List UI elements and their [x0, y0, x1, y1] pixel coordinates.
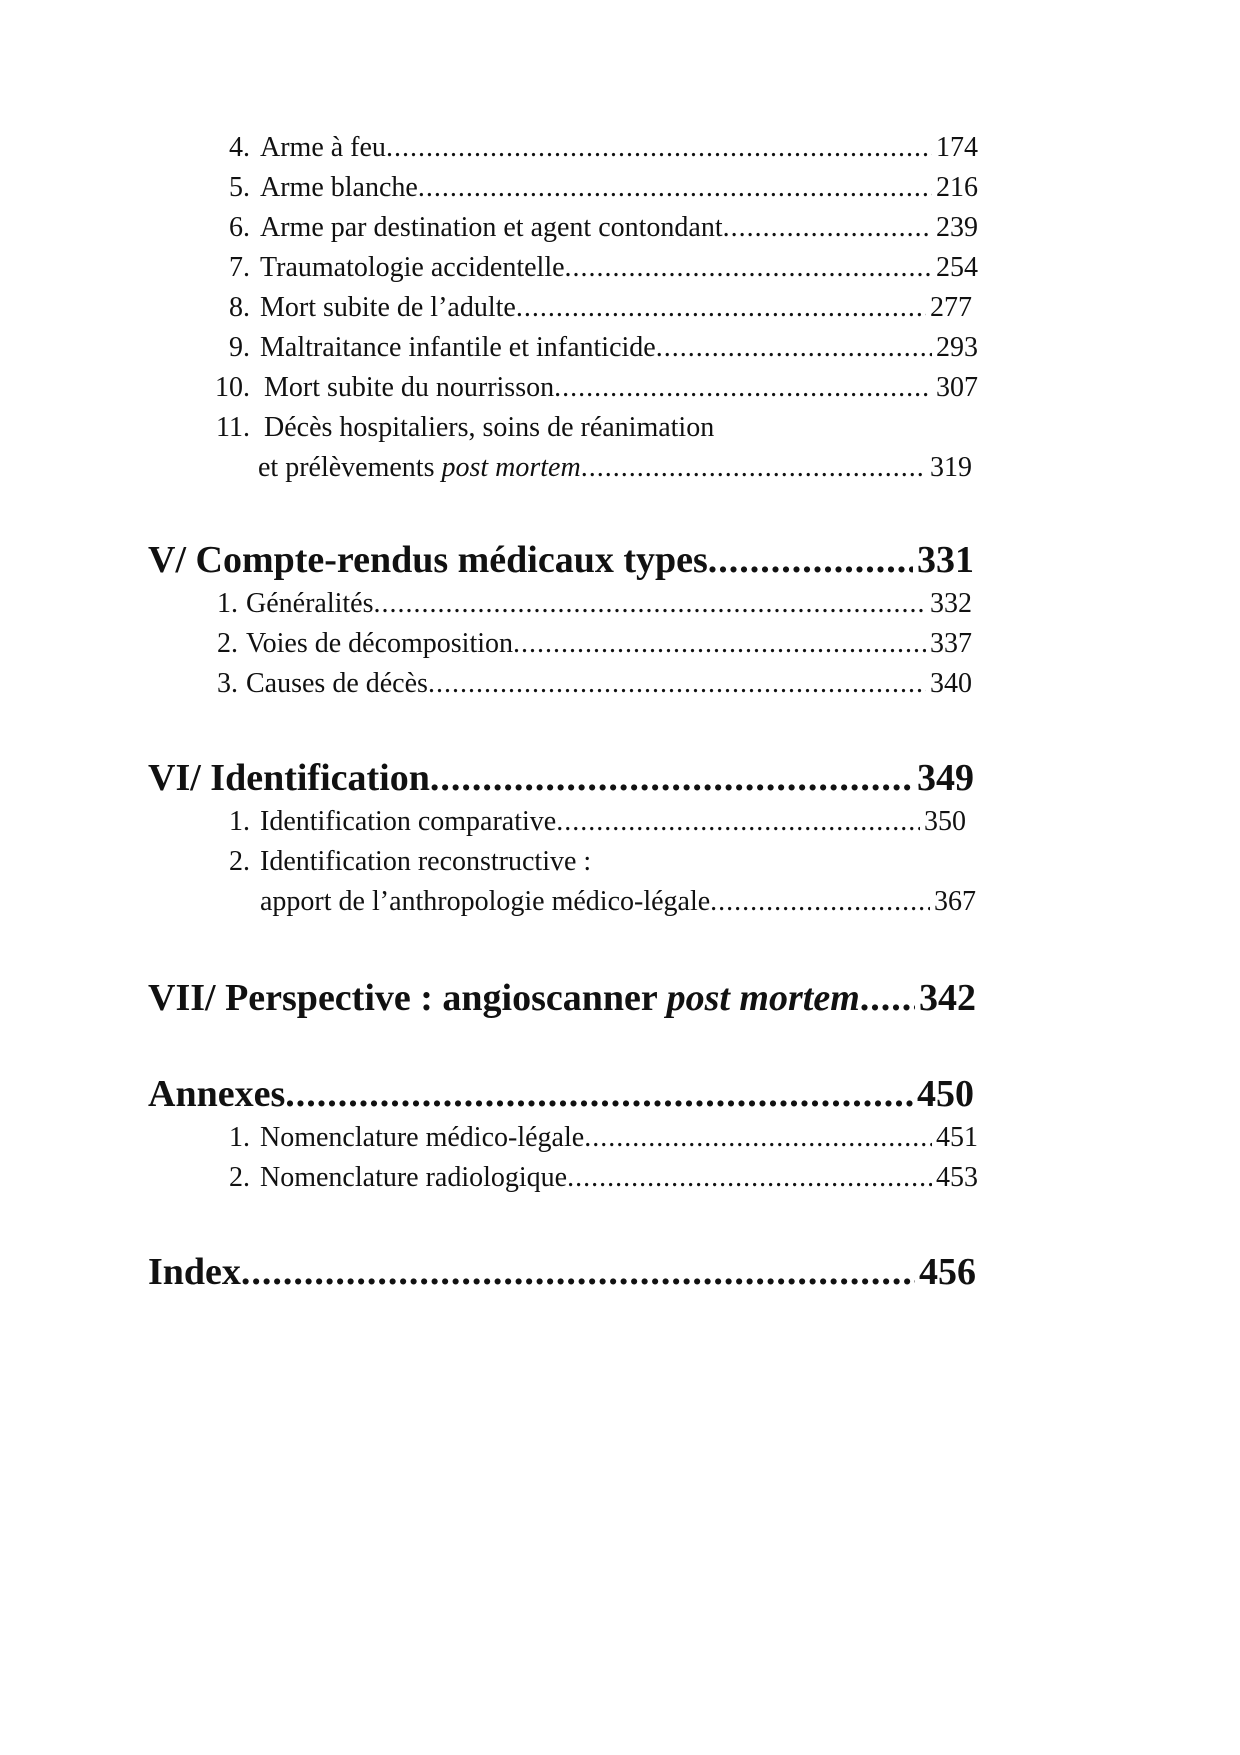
- entry-number: 4.: [229, 132, 250, 163]
- section-heading: [148, 538, 974, 582]
- section-title: VI/ Identification: [148, 757, 430, 799]
- section-title: VII/ Perspective : angioscanner post mortem: [148, 977, 860, 1019]
- entry-page: 453: [936, 1162, 978, 1193]
- toc-entry: [200, 132, 978, 164]
- entry-number: 7.: [229, 252, 250, 283]
- entry-title: Arme blanche: [260, 172, 418, 203]
- entry-page: 340: [930, 668, 972, 699]
- section-title: Index: [148, 1251, 241, 1293]
- toc-entry: [194, 588, 972, 620]
- dot-leader: [516, 292, 926, 324]
- dot-leader: [386, 132, 932, 164]
- entry-number: 2.: [229, 846, 250, 877]
- toc-entry-continuation: [260, 886, 976, 918]
- entry-title: Arme par destination et agent contondant: [260, 212, 723, 243]
- entry-page: 367: [934, 886, 976, 917]
- dot-leader: [860, 976, 915, 1020]
- section-title: V/ Compte-rendus médicaux types: [148, 539, 708, 581]
- entry-title: Voies de décomposition: [246, 628, 514, 659]
- dot-leader: [581, 452, 926, 484]
- dot-leader: [708, 538, 913, 582]
- dot-leader: [565, 252, 932, 284]
- entry-number: 11.: [216, 412, 250, 443]
- entry-title: Identification comparative: [260, 806, 557, 837]
- entry-number: 10.: [215, 372, 250, 403]
- entry-number: 8.: [229, 292, 250, 323]
- entry-number: 2.: [217, 628, 238, 659]
- dot-leader: [374, 588, 927, 620]
- dot-leader: [428, 668, 926, 700]
- dot-leader: [241, 1250, 915, 1294]
- dot-leader: [556, 806, 920, 838]
- entry-title: Traumatologie accidentelle: [260, 252, 565, 283]
- section-page: 342: [919, 977, 976, 1019]
- dot-leader: [656, 332, 932, 364]
- dot-leader: [567, 1162, 932, 1194]
- entry-title: et prélèvements post mortem: [258, 452, 581, 483]
- entry-title: Décès hospitaliers, soins de réanimation: [264, 412, 715, 443]
- entry-title: Nomenclature médico-légale: [260, 1122, 585, 1153]
- entry-number: 6.: [229, 212, 250, 243]
- dot-leader: [723, 212, 932, 244]
- entry-number: 1.: [217, 588, 238, 619]
- entry-page: 307: [936, 372, 978, 403]
- dot-leader: [554, 372, 932, 404]
- dot-leader: [430, 756, 913, 800]
- entry-number: 3.: [217, 668, 238, 699]
- section-heading: [148, 756, 974, 800]
- italic-term: post mortem: [441, 452, 581, 483]
- toc-entry: [200, 1162, 978, 1194]
- entry-number: 1.: [229, 1122, 250, 1153]
- section-page: 331: [917, 539, 974, 581]
- toc-entry: [200, 252, 978, 284]
- section-page: 450: [917, 1073, 974, 1115]
- section-heading: [148, 1072, 974, 1116]
- dot-leader: [710, 886, 930, 918]
- entry-title: Identification reconstructive :: [260, 846, 592, 877]
- entry-page: 293: [936, 332, 978, 363]
- toc-entry: [200, 172, 978, 204]
- toc-entry-continuation: [258, 452, 972, 484]
- entry-page: 332: [930, 588, 972, 619]
- dot-leader: [584, 1122, 932, 1154]
- entry-title: Mort subite de l’adulte: [260, 292, 516, 323]
- entry-title: Généralités: [246, 588, 374, 619]
- entry-page: 277: [930, 292, 972, 323]
- entry-title: Maltraitance infantile et infanticide: [260, 332, 656, 363]
- toc-entry: [200, 292, 972, 324]
- entry-page: 337: [930, 628, 972, 659]
- section-heading: [148, 976, 976, 1020]
- entry-number: 5.: [229, 172, 250, 203]
- entry-page: 174: [936, 132, 978, 163]
- entry-title: Mort subite du nourrisson: [264, 372, 555, 403]
- toc-entry: [200, 412, 978, 444]
- toc-entry: [200, 806, 966, 838]
- section-title: Annexes: [148, 1073, 286, 1115]
- section-page: 349: [917, 757, 974, 799]
- entry-page: 239: [936, 212, 978, 243]
- entry-title: apport de l’anthropologie médico-légale: [260, 886, 711, 917]
- dot-leader: [418, 172, 932, 204]
- entry-title: Causes de décès: [246, 668, 428, 699]
- entry-page: 350: [924, 806, 966, 837]
- entry-page: 254: [936, 252, 978, 283]
- entry-page: 451: [936, 1122, 978, 1153]
- entry-page: 319: [930, 452, 972, 483]
- entry-page: 216: [936, 172, 978, 203]
- toc-entry: [200, 332, 978, 364]
- dot-leader: [513, 628, 926, 660]
- entry-number: 1.: [229, 806, 250, 837]
- toc-entry: [200, 1122, 978, 1154]
- entry-title: Arme à feu: [260, 132, 386, 163]
- entry-number: 9.: [229, 332, 250, 363]
- toc-entry: [194, 628, 972, 660]
- toc-entry: [194, 668, 972, 700]
- italic-term: post mortem: [666, 977, 860, 1019]
- entry-number: 2.: [229, 1162, 250, 1193]
- toc-entry: [200, 846, 978, 878]
- section-page: 456: [919, 1251, 976, 1293]
- toc-entry: [200, 212, 978, 244]
- entry-title: Nomenclature radiologique: [260, 1162, 568, 1193]
- toc-entry: [200, 372, 978, 404]
- section-heading: [148, 1250, 976, 1294]
- dot-leader: [285, 1072, 913, 1116]
